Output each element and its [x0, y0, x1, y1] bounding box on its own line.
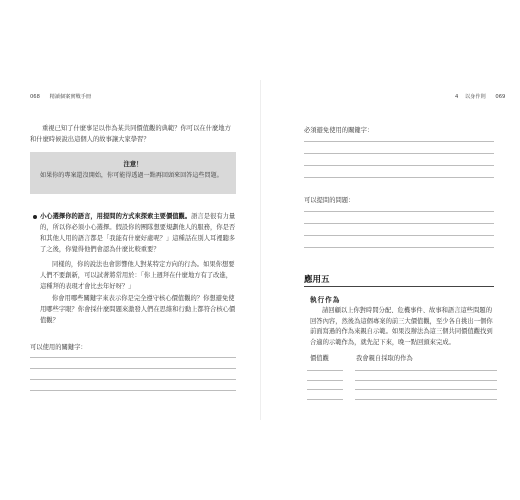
actions-column-header: 我會親自採取的作為: [356, 355, 413, 362]
right-page: [262, 0, 520, 500]
writing-line: [304, 165, 494, 166]
writing-line: [304, 247, 494, 248]
questions-writing-lines: [304, 211, 494, 248]
writing-row: [307, 389, 497, 399]
writing-line: [30, 357, 236, 358]
right-page-header: [455, 93, 505, 100]
paragraph-3: 你會用哪些關鍵字來表示你是完全遵守核心價值觀的？你想避免使用哪些字眼？你會採什麼問題來激發人們在思維和行動上都符合核心價值觀？: [40, 295, 236, 324]
writing-line: [30, 379, 236, 380]
book-spine: [260, 80, 261, 420]
writing-line: [304, 211, 494, 212]
action-line: [355, 399, 497, 400]
keywords-label: 可以使用的關鍵字：: [30, 344, 87, 351]
note-body: 如果你的專案還沒開始，你可能得透過一點再回頭來回答這些問題。: [40, 172, 223, 179]
avoid-keywords-label: 必須避免使用的關鍵字：: [304, 127, 374, 134]
paragraph-2: 同樣的，你的說法也會影響他人對某特定方向的行為。如果你想要人們不要創新，可以試著將常用於：「你上週拜在什麼地方有了改進，這種拜的表現才會比去年好呀？」: [40, 261, 235, 290]
value-line: [307, 380, 343, 381]
writing-row: [307, 399, 497, 409]
writing-line: [304, 223, 494, 224]
value-line: [307, 399, 343, 400]
keywords-writing-lines: [30, 357, 236, 391]
bullet-paragraph: [40, 211, 236, 255]
bullet-lead: 小心選擇你的語言，用提問的方式來探索主要價值觀。: [40, 213, 192, 220]
left-page-number: 068: [30, 94, 40, 100]
bullet-icon: [33, 215, 37, 219]
writing-row: [307, 370, 497, 380]
left-running-title: 精讀個案實戰手冊: [49, 94, 92, 100]
values-column-header: 價值觀: [310, 355, 329, 362]
right-running-title: 以身作則: [464, 94, 486, 100]
writing-line: [30, 368, 236, 369]
right-page-number: 069: [495, 94, 506, 100]
action-line: [355, 370, 497, 371]
writing-line: [304, 153, 494, 154]
instruction-paragraph: 請回顧以上你對時間分配、危機事件、故事和語言這些問題的回答內容，然後為這個專案的前三大價值觀，至少各自挑出一個你前面寫過的作為來親自示範。如果沒辦法為這三個共同價值觀找到合適的示範作為，就先記下來，晚一點回頭來完成。: [310, 307, 493, 346]
section-title: 應用五: [304, 275, 330, 285]
action-line: [355, 389, 497, 390]
chapter-mark: 4: [455, 94, 459, 100]
avoid-keywords-writing-lines: [304, 141, 494, 178]
bullet-text: 語言是很有力量的，所以你必須小心選擇。假設你的團隊想要規劃他人的服務，你是否和其他人用的語言都是「我能有什麼好處呢？」這種話在別人耳裡聽多了之後，你覺得他們會認為什麼比較重要？: [40, 213, 236, 253]
writing-line: [30, 390, 236, 391]
section-divider: [304, 286, 494, 287]
subsection-title: 執行作為: [310, 296, 341, 304]
left-page-header: [30, 93, 91, 100]
value-line: [307, 370, 343, 371]
intro-paragraph: 重視已知了什麼事足以作為某共同價值觀的典範？你可以在什麼地方和什麼時候說出這個人的故事讓大家學習？: [30, 125, 231, 143]
writing-line: [304, 177, 494, 178]
writing-row: [307, 380, 497, 390]
note-box: [30, 152, 236, 194]
values-actions-writing-grid: [307, 370, 497, 408]
questions-label: 可以提問的問題：: [304, 197, 355, 204]
writing-line: [304, 141, 494, 142]
writing-line: [304, 235, 494, 236]
value-line: [307, 389, 343, 390]
action-line: [355, 380, 497, 381]
note-title: 注意！: [123, 161, 143, 168]
